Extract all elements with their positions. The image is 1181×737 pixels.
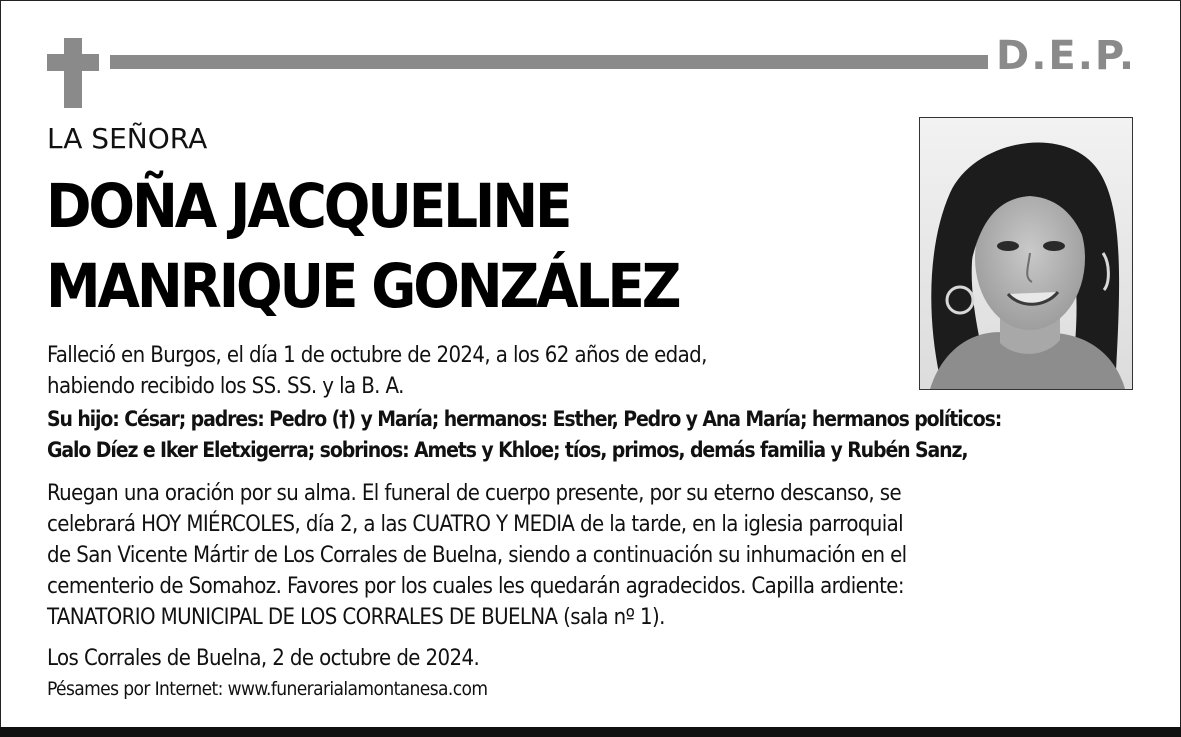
family-list bbox=[47, 404, 1001, 466]
condolences-website: Pésames por Internet: www.funerarialamontanesa.com bbox=[47, 678, 488, 700]
dep-label: D.E.P. bbox=[996, 33, 1137, 79]
place-date: Los Corrales de Buelna, 2 de octubre de 2024. bbox=[47, 646, 480, 671]
death-notice-line: Falleció en Burgos, el día 1 de octubre de 2024, a los 62 años de edad, bbox=[47, 343, 707, 368]
deceased-name-line2: MANRIQUE GONZÁLEZ bbox=[46, 251, 679, 322]
funeral-line: de San Vicente Mártir de Los Corrales de Buelna, siendo a continuación su inhumación en el bbox=[47, 543, 907, 568]
family-line: Su hijo: César; padres: Pedro (†) y María; hermanos: Esther, Pedro y Ana María; hermanos políticos: bbox=[47, 407, 1002, 431]
funeral-line: celebrará HOY MIÉRCOLES, día 2, a las CUATRO Y MEDIA de la tarde, en la iglesia parroquial bbox=[47, 512, 904, 537]
funeral-line: TANATORIO MUNICIPAL DE LOS CORRALES DE BUELNA (sala nº 1). bbox=[47, 605, 665, 630]
honorific: LA SEÑORA bbox=[47, 122, 208, 155]
funeral-details bbox=[47, 478, 907, 633]
death-notice bbox=[47, 340, 707, 402]
header-rule bbox=[110, 55, 988, 69]
funeral-line: cementerio de Somahoz. Favores por los cuales les quedarán agradecidos. Capilla ardiente: bbox=[47, 574, 904, 599]
funeral-line: Ruegan una oración por su alma. El funeral de cuerpo presente, por su eterno descanso, se bbox=[47, 481, 902, 506]
deceased-name-line1: DOÑA JACQUELINE bbox=[46, 171, 570, 242]
deceased-photo bbox=[919, 117, 1133, 390]
family-line: Galo Díez e Iker Eletxigerra; sobrinos: Amets y Khloe; tíos, primos, demás familia y Rubén Sanz, bbox=[47, 438, 968, 462]
death-notice-line: habiendo recibido los SS. SS. y la B. A. bbox=[47, 374, 404, 399]
bottom-border bbox=[0, 727, 1181, 737]
